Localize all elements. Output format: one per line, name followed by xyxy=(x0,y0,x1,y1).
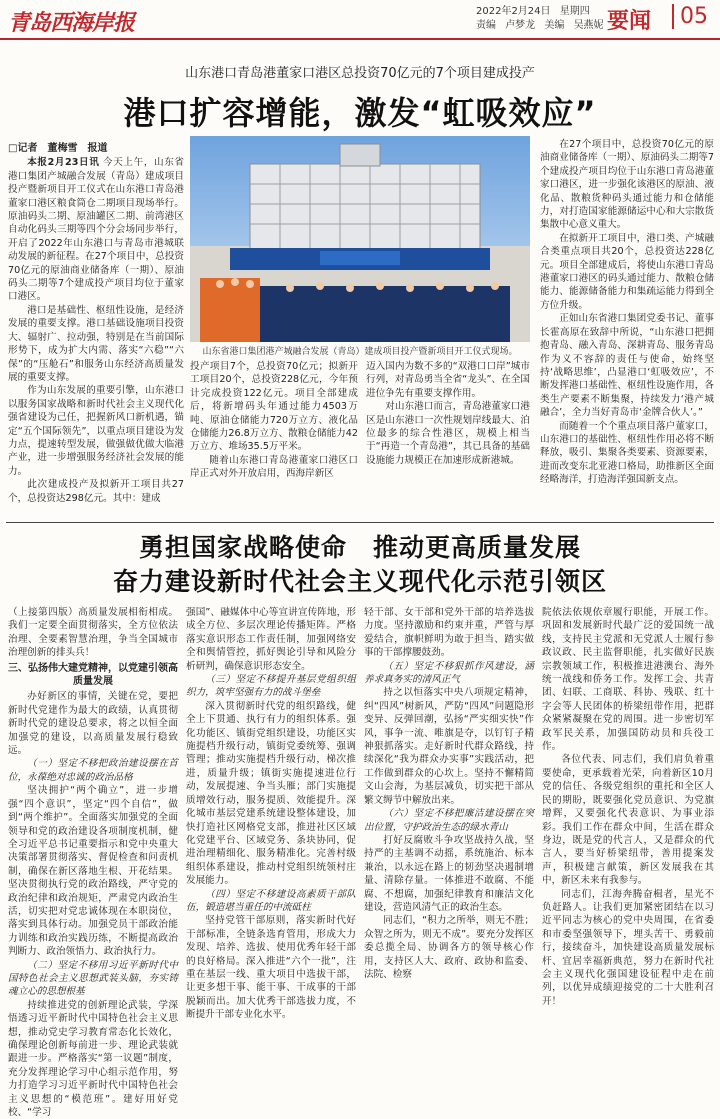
story1-paragraph: 投产项目7个，总投资70亿元；拟新开工项目20个，总投资228亿元，今年预计完成投资122亿元。项目全部建成后，将新增码头年通过能力4503万吨、原油仓储能力720万立方、液化品仓储能力26.8万立方、散粮仓储能力42万立方、堆场35.5万平米。 xyxy=(190,361,358,453)
story2-subheading: （二）坚定不移用习近平新时代中国特色社会主义思想武装头脑，夯实铸魂立心的思想根基 xyxy=(8,959,178,998)
story2-paragraph: 同志们，“积力之所举，则无不胜；众智之所为，则无不成”。要充分发挥区委总揽全局、协调各方的领导核心作用，支持区人大、政府、政协和监委、法院、检察 xyxy=(364,915,534,980)
story2-column-1 xyxy=(8,606,178,1119)
port-ceremony-image xyxy=(190,136,530,342)
story2-paragraph: 各位代表、同志们，我们肩负着重要使命，更承载着光荣，向着新区10月党的信任、各级党组织的重托和全区人民的期盼，既要强化党员意识、为党旗增辉，又要强化代表意识、为事业添彩。我们工作在群众中间，生活在群众身边，既是党的代言人，又是群众的代言人，要当好桥梁纽带，善用提案发声，积极建言献策，新区发展我在其中，新区未来有我参与。 xyxy=(542,754,714,887)
story2-column-3 xyxy=(364,606,534,1091)
story1-paragraph: 正如山东省港口集团党委书记、董事长霍高原在致辞中所说，“山东港口把拥抱青岛、融入青岛、深耕青岛、服务青岛作为义不容辞的责任与使命，始终坚持‘战略思维’，凸显港口‘虹吸效应’，不断发挥港口基础性、枢纽性设施作用，各类生产要素不断集聚，持续发力‘港产城融合’，全力当好青岛市‘金牌合伙人’。” xyxy=(540,313,714,419)
story1-paragraph: 此次建成投产及拟新开工项目共27个，总投资达298亿元。其中：建成 xyxy=(8,479,184,504)
story2-subheading: （五）坚定不移狠抓作风建设，涵养求真务实的清风正气 xyxy=(364,660,534,686)
story2-subheading: （四）坚定不移建设高素质干部队伍，锻造堪当重任的中流砥柱 xyxy=(186,888,356,913)
newspaper-logo: 青岛西海岸报 xyxy=(8,10,135,36)
story2-paragraph: 办好新区的事情，关键在党，要把新时代党建作为最大的政绩，认真贯彻新时代党的建设总要求，将之以恒全面加强党的建设，以高质量发展行稳致远。 xyxy=(8,691,178,757)
issue-meta xyxy=(476,5,610,33)
story1-paragraph: 对山东港口而言，青岛港董家口港区是山东港口一次性规划岸线最大、泊位最多的综合性港区，规模上相当于“再造一个青岛港”，其已具备的基础设施能力规模正在加速形成新港城。 xyxy=(366,401,530,466)
story2-paragraph: 坚持党管干部原则，落实新时代好干部标准，全链条选育管用，形成大力发现、培养、选拔、使用优秀年轻干部的良好格局。深入推进“六个一批”，注重在基层一线、重大项目中选拔干部，让更多想干事、能干事、干成事的干部脱颖而出。加大优秀干部选拔力度，不断提升干部专业化水平。 xyxy=(186,915,356,1021)
story2-paragraph: 同志们，江海奔腾奋楫者，星光不负赶路人。让我们更加紧密团结在以习近平同志为核心的党中央周围，在省委和市委坚强领导下，埋头苦干、勇毅前行，接续奋斗，加快建设高质量发展标杆、宜居幸福新典范，努力在新时代社会主义现代化强国建设征程中走在前列，以优异成绩迎接党的二十大胜利召开！ xyxy=(542,888,714,1007)
story-divider xyxy=(6,522,714,523)
photo-caption: 山东省港口集团港产城融合发展（青岛）建成项目投产暨新项目开工仪式现场。 xyxy=(202,347,518,357)
story2-headline-line2: 奋力建设新时代社会主义现代化示范引领区 xyxy=(112,567,607,596)
story1-paragraph: 作为山东发展的重要引擎，山东港口以服务国家战略和新时代社会主义现代化强省建设为己任，把握新风口新机遇，锚定“五个国际领先”，以重点项目建设为发力点，提速转型发展，做强做优做大临港产业，进一步增强服务经济社会发展的能力。 xyxy=(8,385,184,477)
issue-weekday: 星期四 xyxy=(559,6,590,17)
section-title: 要闻 xyxy=(607,9,652,34)
story2-paragraph: 持之以恒落实中央八项规定精神，纠“四风”树新风，严防“四风”问题隐形变异、反弹回潮，弘扬“严实细实快”作风，事争一流、唯旗是夺，以钉钉子精神狠抓落实。走好新时代群众路线，持续深化“我为群众办实事”实践活动，把工作做到群众的心坎上。坚持不懈精简文山会海，为基层减负，切实把干部从繁文缛节中解放出来。 xyxy=(364,687,534,806)
story1-column-2 xyxy=(190,360,358,516)
story1-dateline: 本报2月23日讯 xyxy=(27,157,100,169)
story2-column-4 xyxy=(542,606,714,1091)
story1-paragraph: 迈入国内为数不多的“双港口口岸”城市行列，对青岛勇当全省“龙头”、在全国进位争先有重要支撑作用。 xyxy=(366,361,530,399)
editor-name: 卢梦龙 xyxy=(505,20,536,31)
masthead xyxy=(0,0,720,40)
story1-column-3 xyxy=(366,360,530,516)
story1-headline: 港口扩容增能，激发“虹吸效应” xyxy=(123,94,597,132)
story1-kicker: 山东港口青岛港董家口港区总投资70亿元的7个项目建成投产 xyxy=(185,66,535,81)
story2-paragraph: 坚决拥护“两个确立”，进一步增强“四个意识”，坚定“四个自信”，做到“两个维护”。全面落实加强党的全面领导和党的政治建设各项制度机制，健全习近平总书记重要指示和党中央重大决策部署贯彻落实、督促检查和问责机制，确保在新区落地生根、开花结果。坚决贯彻执行党的政治路线，严守党的政治纪律和政治规矩，严肃党内政治生活，切实把对党忠诚体现在本职岗位，落实到具体行动。加强党员干部政治能力训练和政治实践历练，不断提高政治判断力、政治领悟力、政治执行力。 xyxy=(8,785,178,958)
story2-subheading: （一）坚定不移把政治建设摆在首位，永葆绝对忠诚的政治品格 xyxy=(8,758,178,783)
story2-paragraph: （上接第四版）高质量发展相衔相成。我们一定要全面贯彻落实，全方位依法治理、全要素智慧治理，争当全国城市治理创新的排头兵！ xyxy=(8,607,178,659)
editor-label: 责编 xyxy=(476,20,496,31)
designer-label: 美编 xyxy=(544,20,565,31)
story1-column-1 xyxy=(8,142,184,514)
story2-headline-line1: 勇担国家战略使命 推动更高质量发展 xyxy=(138,533,581,562)
designer-name: 吴燕妮 xyxy=(573,20,604,31)
story1-paragraph: 本报2月23日讯 今天上午，山东省港口集团产城融合发展（青岛）建成项目投产暨新项目开工仪式在山东港口青岛港董家口港区粮食筒仓二期项目现场举行。原油码头二期、原油罐区二期、前湾港区自动化码头三期等四个分会场同步举行，开启了2022年山东港口与青岛市港城联动发展的新征程。在27个项目中，总投资70亿元的原油商业储备库（一期）、原油码头二期等7个建成投产项目均位于董家口港区。 xyxy=(8,157,184,303)
story1-column-4 xyxy=(540,138,714,516)
story2-paragraph: 深入贯彻新时代党的组织路线，健全上下贯通、执行有力的组织体系。强化功能区、镇街党组织建设，功能区实施提档升级行动，镇街党委统筹、强调管理；推动实施提档升级行动，梯次推进，质量升级；镇街实施提速进位行动，发展提速、争当头雁；部门实施提质增效行动，服务提质、效能提升。深化城市基层党建系统建设整体建设，加快打造社区网格党支部，推进社区区域化党建平台、区域党务、条块协同，促进治理精细化、服务精准化。完善村级组织体系建设，推动村党组织统领村庄发展能力。 xyxy=(186,700,356,887)
story2-paragraph: 打好反腐败斗争攻坚战持久战，坚持严的主基调不动摇，系统施治、标本兼治，以永远在路上的韧劲坚决遏制增量、清除存量。一体推进不敢腐、不能腐、不想腐，加强纪律教育和廉洁文化建设，营造风清气正的政治生态。 xyxy=(364,834,534,913)
story1-paragraph: 港口是基础性、枢纽性设施，是经济发展的重要支撑。港口基础设施项目投资大、辐射广、拉动强，特别是在当前国际形势下，成为扩大内需、落实“六稳”“六保”的“压舱石”和服务山东经济高质量发展的重要支撑。 xyxy=(8,304,184,383)
story2-subheading: （六）坚定不移把廉洁建设摆在突出位置，守护政治生态的绿水青山 xyxy=(364,808,534,833)
story2-paragraph: 持续推进党的创新理论武装，学深悟透习近平新时代中国特色社会主义思想，推动党史学习教育常态化长效化，确保理论创新每前进一步、理论武装就跟进一步。严格落实“第一议题”制度，充分发挥理论学习中心组示范作用，努力打造学习习近平新时代中国特色社会主义思想的“模范班”。建好用好党校、“学习 xyxy=(8,999,178,1119)
story2-column-2 xyxy=(186,606,356,1091)
port-ceremony-photo xyxy=(190,136,530,342)
story2-paragraph: 轻干部、女干部和党外干部的培养选拔力度。坚持激励和约束并重，严管与厚爱结合，旗帜鲜明为敢于担当、踏实做事的干部撑腰鼓劲。 xyxy=(364,607,534,659)
issue-date: 2022年2月24日 xyxy=(476,6,551,17)
story1-paragraph: 而随着一个个重点项目落户董家口，山东港口的基础性、枢纽性作用必将不断释放，吸引、集聚各类要素、资源要素，进而改变东北亚港口格局，助推新区全面经略海洋，打造海洋强国新支点。 xyxy=(540,420,714,486)
story1-paragraph: 随着山东港口青岛港董家口港区口岸正式对外开放启用，西海岸新区 xyxy=(190,454,358,480)
story2-paragraph: 强国”、融媒体中心等宣讲宣传阵地，形成全方位、多层次理论传播矩阵。严格落实意识形态工作责任制，加强网络安全和舆情管控，抓好舆论引导和风险分析研判，确保意识形态安全。 xyxy=(186,607,356,672)
story2-paragraph: 院依法依规依章履行职能，开展工作。巩固和发展新时代最广泛的爱国统一战线，支持民主党派和无党派人士履行参政议政、民主监督职能，扎实做好民族宗教领域工作，积极推进港澳台、海外统一战线和侨务工作。发挥工会、共青团、妇联、工商联、科协、残联、红十字会等人民团体的桥梁纽带作用，把群众紧紧凝聚在党的周围。进一步密切军政军民关系，加强国防动员和兵役工作。 xyxy=(542,607,714,753)
story2-subheading: （三）坚定不移提升基层党组织组织力，筑牢坚强有力的战斗堡垒 xyxy=(186,674,356,699)
story1-paragraph: 在拟新开工项目中，港口类、产城融合类重点项目共20个，总投资达228亿元。项目全部建成后，将使山东港口青岛港董家口港区的码头通过能力、散粮仓储能力、能源储备能力和集疏运能力得到全方位升级。 xyxy=(540,232,714,311)
story1-paragraph: 在27个项目中，总投资70亿元的原油商业储备库（一期）、原油码头二期等7个建成投产项目均位于山东港口青岛港董家口港区，进一步强化该港区的原油、液化品、散粮货种码头通过能力和仓储能力，对打造国家能源储运中心和大宗散货集散中心意义重大。 xyxy=(540,139,714,231)
page-number: 05 xyxy=(672,4,708,29)
story1-byline: □记者 董梅雪 报道 xyxy=(8,143,108,154)
story2-section-heading: 三、弘扬伟大建党精神，以党建引领高质量发展 xyxy=(8,662,178,688)
